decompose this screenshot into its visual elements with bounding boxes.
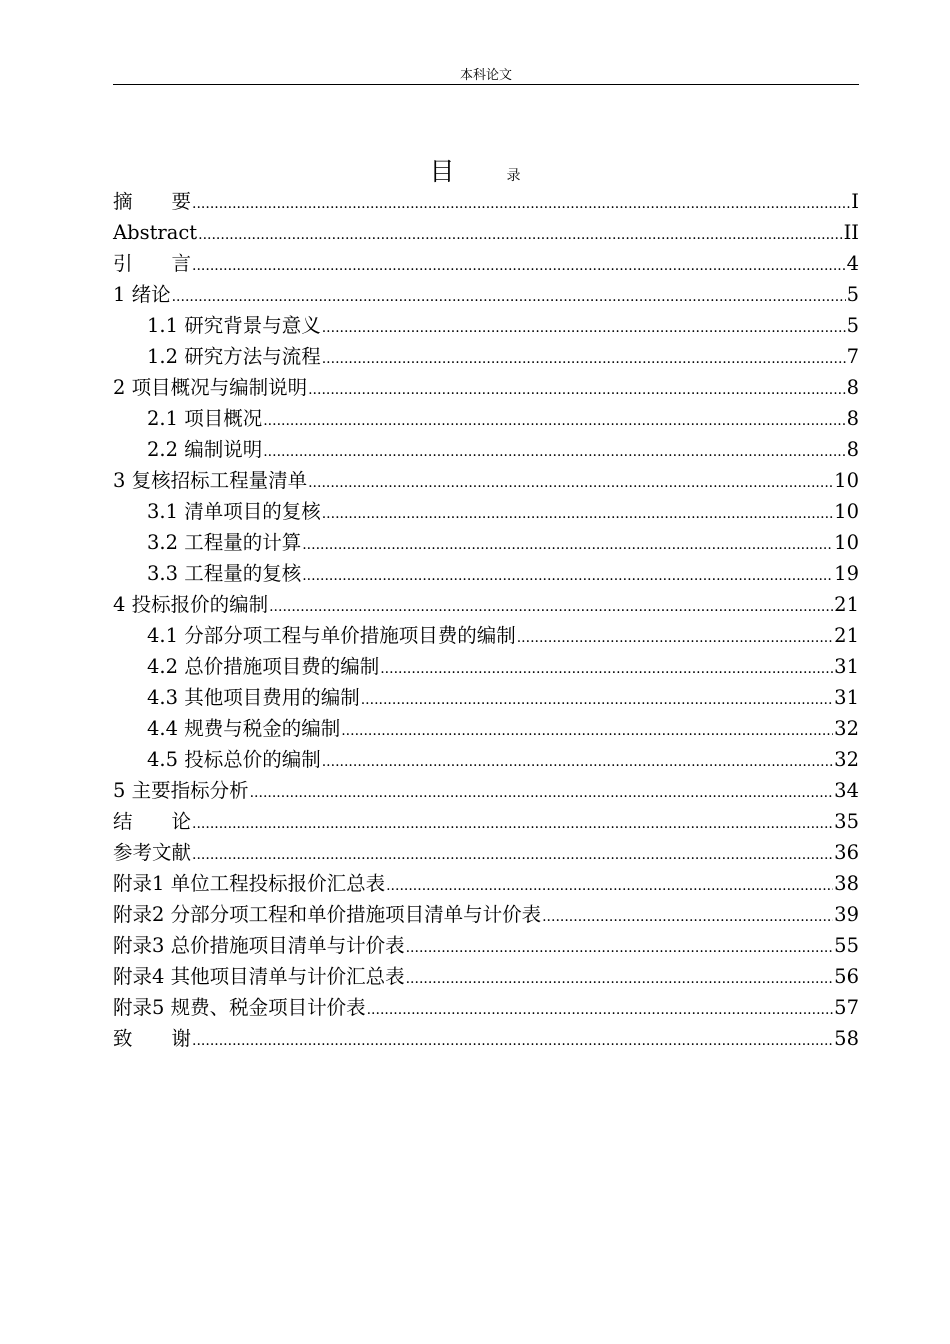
toc-entry-page: 10	[834, 469, 859, 492]
toc-entry-label: 4.3 其他项目费用的编制	[147, 686, 360, 709]
toc-leader-dots	[192, 251, 846, 282]
toc-entry[interactable]	[113, 341, 859, 372]
toc-entry[interactable]	[113, 372, 859, 403]
toc-leader-dots	[380, 654, 833, 685]
toc-entry[interactable]	[113, 279, 859, 310]
toc-leader-dots	[517, 623, 833, 654]
toc-entry-page: 55	[834, 934, 859, 957]
toc-leader-dots	[341, 716, 833, 747]
toc-entry-page: 38	[834, 872, 859, 895]
toc-leader-dots	[192, 189, 850, 220]
toc-entry[interactable]	[113, 1023, 859, 1054]
toc-entry[interactable]	[113, 868, 859, 899]
toc-entry-label: Abstract	[113, 221, 198, 244]
toc-leader-dots	[192, 809, 833, 840]
toc-entry[interactable]	[113, 403, 859, 434]
toc-entry-page: 34	[834, 779, 859, 802]
header-rule	[113, 84, 859, 85]
toc-leader-dots	[192, 1026, 833, 1057]
toc-entry-label: 附录2 分部分项工程和单价措施项目清单与计价表	[113, 903, 542, 926]
toc-entry-label: 4 投标报价的编制	[113, 593, 269, 616]
toc-entry-page: 8	[846, 407, 859, 430]
toc-entry-label: 1.1 研究背景与意义	[147, 314, 321, 337]
toc-entry-page: 5	[846, 283, 859, 306]
toc-entry-page: II	[843, 221, 859, 244]
toc-entry-label: 3.2 工程量的计算	[147, 531, 302, 554]
toc-leader-dots	[322, 344, 846, 375]
toc-entry-label: 3.3 工程量的复核	[147, 562, 302, 585]
toc-entry-label: 1.2 研究方法与流程	[147, 345, 321, 368]
toc-entry[interactable]	[113, 806, 859, 837]
toc-entry[interactable]	[113, 465, 859, 496]
toc-entry-label: 2.1 项目概况	[147, 407, 263, 430]
toc-leader-dots	[322, 499, 833, 530]
toc-entry[interactable]	[113, 899, 859, 930]
toc-entry-label: 2.2 编制说明	[147, 438, 263, 461]
toc-entry-label: 引 言	[113, 252, 192, 275]
toc-entry-label: 4.2 总价措施项目费的编制	[147, 655, 380, 678]
toc-entry-page: 56	[834, 965, 859, 988]
toc-entry-page: 21	[834, 593, 859, 616]
toc-entry-label: 致 谢	[113, 1027, 192, 1050]
toc-leader-dots	[263, 406, 845, 437]
toc-entry[interactable]	[113, 713, 859, 744]
toc-entry-page: 58	[834, 1027, 859, 1050]
toc-entry[interactable]	[113, 961, 859, 992]
toc-entry-label: 1 绪论	[113, 283, 171, 306]
toc-entry[interactable]	[113, 992, 859, 1023]
toc-title	[0, 152, 950, 188]
toc-entry-label: 摘 要	[113, 190, 192, 213]
toc-entry-page: 7	[846, 345, 859, 368]
toc-leader-dots	[250, 778, 834, 809]
toc-entry[interactable]	[113, 930, 859, 961]
toc-entry-page: 32	[834, 748, 859, 771]
toc-entry[interactable]	[113, 186, 859, 217]
toc-entry[interactable]	[113, 248, 859, 279]
toc-entry-page: 36	[834, 841, 859, 864]
toc-entry-page: I	[851, 190, 859, 213]
toc-leader-dots	[269, 592, 833, 623]
toc-entry-page: 8	[846, 438, 859, 461]
toc-entry[interactable]	[113, 775, 859, 806]
toc-entry-label: 3 复核招标工程量清单	[113, 469, 308, 492]
toc-entry[interactable]	[113, 310, 859, 341]
toc-entry-page: 21	[834, 624, 859, 647]
toc-leader-dots	[386, 871, 833, 902]
toc-leader-dots	[322, 313, 846, 344]
toc-entry[interactable]	[113, 837, 859, 868]
toc-entry-label: 4.1 分部分项工程与单价措施项目费的编制	[147, 624, 516, 647]
toc-entry-label: 2 项目概况与编制说明	[113, 376, 308, 399]
toc-leader-dots	[406, 933, 834, 964]
toc-entry-page: 57	[834, 996, 859, 1019]
toc-leader-dots	[322, 747, 833, 778]
toc-entry[interactable]	[113, 527, 859, 558]
toc-entry-page: 8	[846, 376, 859, 399]
toc-entry[interactable]	[113, 558, 859, 589]
toc-leader-dots	[308, 468, 833, 499]
toc-entry[interactable]	[113, 620, 859, 651]
toc-leader-dots	[361, 685, 833, 716]
toc-leader-dots	[308, 375, 845, 406]
toc-leader-dots	[192, 840, 833, 871]
toc-leader-dots	[302, 530, 833, 561]
toc-leader-dots	[367, 995, 834, 1026]
toc-entry-page: 10	[834, 531, 859, 554]
toc-entry-page: 4	[846, 252, 859, 275]
toc-entry-page: 19	[834, 562, 859, 585]
toc-entry-label: 附录4 其他项目清单与计价汇总表	[113, 965, 405, 988]
toc-entry-page: 5	[846, 314, 859, 337]
toc-entry-page: 10	[834, 500, 859, 523]
toc-entry-label: 4.5 投标总价的编制	[147, 748, 321, 771]
toc-entry[interactable]	[113, 434, 859, 465]
toc-entry-page: 32	[834, 717, 859, 740]
toc-entry[interactable]	[113, 496, 859, 527]
toc-entry-label: 附录3 总价措施项目清单与计价表	[113, 934, 405, 957]
toc-leader-dots	[302, 561, 833, 592]
toc-entry-label: 附录1 单位工程投标报价汇总表	[113, 872, 386, 895]
toc-entry-label: 结 论	[113, 810, 192, 833]
toc-entry[interactable]	[113, 217, 859, 248]
toc-leader-dots	[198, 220, 842, 251]
toc-title-main: 目	[429, 157, 455, 186]
toc-entry[interactable]	[113, 682, 859, 713]
toc-entry[interactable]	[113, 651, 859, 682]
toc-entry-page: 39	[834, 903, 859, 926]
toc-entry-page: 31	[834, 655, 859, 678]
toc-entry-label: 参考文献	[113, 841, 192, 864]
toc-entry-label: 4.4 规费与税金的编制	[147, 717, 341, 740]
toc-leader-dots	[263, 437, 845, 468]
toc-title-secondary: 录	[506, 168, 521, 184]
toc-entry[interactable]	[113, 589, 859, 620]
toc-entry-label: 5 主要指标分析	[113, 779, 249, 802]
toc-leader-dots	[172, 282, 846, 313]
toc-leader-dots	[406, 964, 834, 995]
toc-entry-page: 31	[834, 686, 859, 709]
table-of-contents	[113, 186, 859, 1054]
toc-leader-dots	[542, 902, 833, 933]
running-header: 本科论文	[459, 68, 512, 83]
toc-entry-page: 35	[834, 810, 859, 833]
toc-entry-label: 3.1 清单项目的复核	[147, 500, 321, 523]
toc-entry[interactable]	[113, 744, 859, 775]
toc-entry-label: 附录5 规费、税金项目计价表	[113, 996, 366, 1019]
